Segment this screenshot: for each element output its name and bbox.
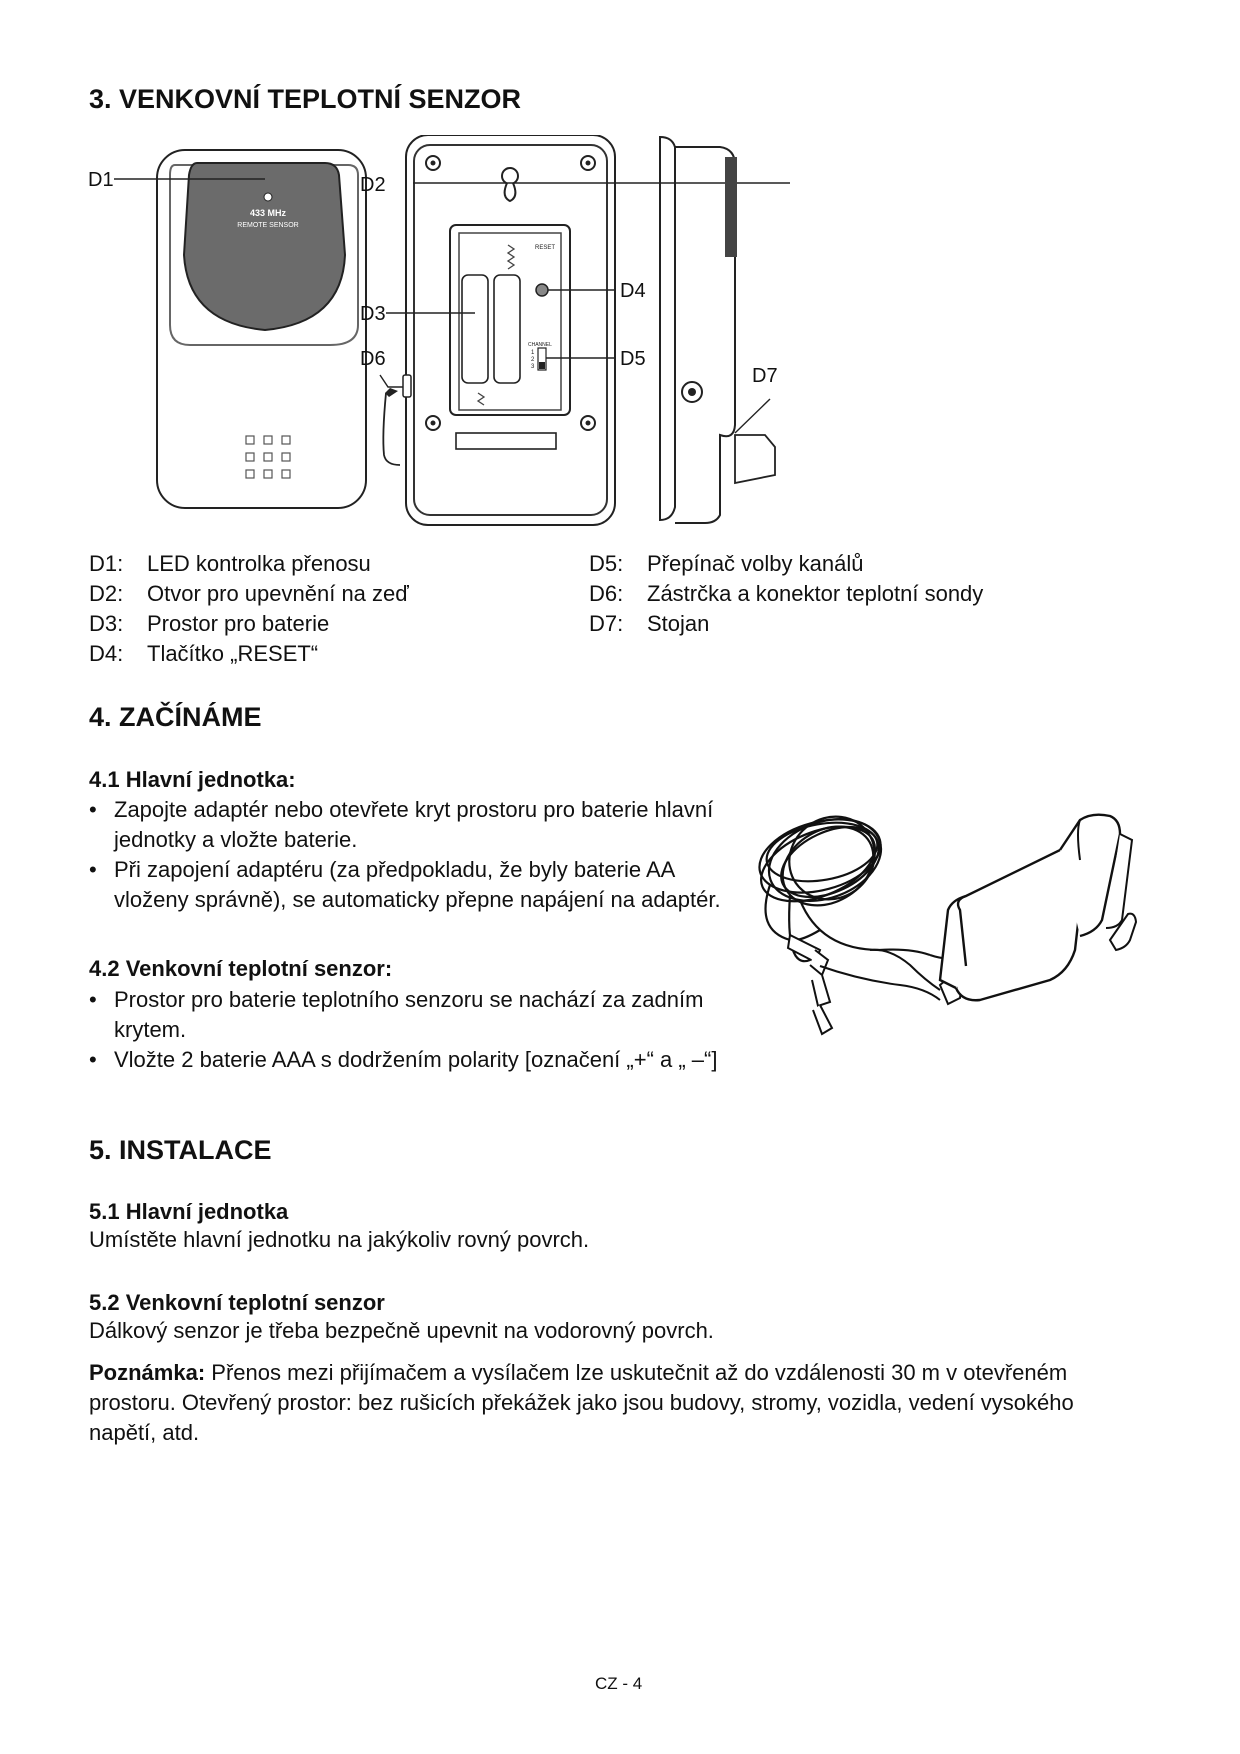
sensor-side-view xyxy=(660,137,778,523)
subsection-4-2-list xyxy=(89,985,729,1075)
front-text-433: 433 MHz xyxy=(249,208,287,218)
list-item: • Vložte 2 baterie AAA s dodržením polarity [označení „+“ a „ –“] xyxy=(89,1045,729,1075)
legend-item-d5 xyxy=(589,549,863,579)
note-paragraph xyxy=(89,1358,1089,1448)
list-item: • Prostor pro baterie teplotního senzoru se nachází za zadním krytem. xyxy=(89,985,729,1045)
subsection-5-2-text: Dálkový senzor je třeba bezpečně upevnit na vodorovný povrch. xyxy=(89,1318,714,1343)
legend-text: Přepínač volby kanálů xyxy=(647,551,864,576)
legend-code: D2: xyxy=(89,581,124,606)
legend-item-d7 xyxy=(589,609,709,639)
power-adapter-illustration xyxy=(730,790,1150,1090)
legend-text: Otvor pro upevnění na zeď xyxy=(147,581,409,606)
label-d6: D6 xyxy=(360,348,386,370)
subsection-4-1-list xyxy=(89,795,729,915)
subsection-4-2-title: 4.2 Venkovní teplotní senzor: xyxy=(89,956,393,981)
legend-code: D1: xyxy=(89,551,124,576)
label-d5: D5 xyxy=(620,348,646,370)
label-d4: D4 xyxy=(620,280,646,302)
channel-num-2: 2 xyxy=(531,357,535,363)
legend-code: D7: xyxy=(589,611,624,636)
channel-num-3: 3 xyxy=(531,364,535,370)
legend-code: D5: xyxy=(589,551,624,576)
page-number: CZ - 4 xyxy=(595,1674,643,1693)
legend-code: D3: xyxy=(89,611,124,636)
section-4-title: 4. ZAČÍNÁME xyxy=(89,702,262,732)
channel-num-1: 1 xyxy=(531,350,535,356)
legend-item-d3 xyxy=(89,609,329,639)
legend-code: D4: xyxy=(89,641,124,666)
legend-text: Prostor pro baterie xyxy=(147,611,330,636)
label-d1: D1 xyxy=(88,169,114,191)
channel-label: CHANNEL xyxy=(528,342,552,348)
subsection-5-2-title: 5.2 Venkovní teplotní senzor xyxy=(89,1290,385,1315)
subsection-4-1-title: 4.1 Hlavní jednotka: xyxy=(89,767,296,792)
sensor-front-view xyxy=(88,150,366,508)
subsection-5-1-text: Umístěte hlavní jednotku na jakýkoliv rovný povrch. xyxy=(89,1227,590,1252)
legend-item-d1 xyxy=(89,549,371,579)
label-d2: D2 xyxy=(360,174,386,196)
legend-code: D6: xyxy=(589,581,624,606)
legend-item-d6 xyxy=(589,579,983,609)
list-item: • Při zapojení adaptéru (za předpokladu, že byly baterie AA vloženy správně), se automaticky přepne napájení na adaptér. xyxy=(89,855,729,915)
section-5-title: 5. INSTALACE xyxy=(89,1135,272,1165)
sensor-figure xyxy=(80,135,880,530)
legend-text: LED kontrolka přenosu xyxy=(147,551,371,576)
legend-text: Zástrčka a konektor teplotní sondy xyxy=(647,581,984,606)
note-text: Přenos mezi přijímačem a vysílačem lze uskutečnit až do vzdálenosti 30 m v otevřeném prostoru. Otevřený prostor: bez rušicích překážek jako jsou budovy, stromy, vozidla, vedení vysokého napětí, atd. xyxy=(89,1360,1074,1445)
section-3-title: 3. VENKOVNÍ TEPLOTNÍ SENZOR xyxy=(89,84,522,114)
label-d3: D3 xyxy=(360,303,386,325)
list-item: • Zapojte adaptér nebo otevřete kryt prostoru pro baterie hlavní jednotky a vložte baterie. xyxy=(89,795,729,855)
legend-text: Stojan xyxy=(647,611,710,636)
note-label: Poznámka: xyxy=(89,1360,206,1385)
legend-item-d4 xyxy=(89,639,318,669)
reset-label: RESET xyxy=(535,245,556,251)
subsection-5-1-title: 5.1 Hlavní jednotka xyxy=(89,1199,289,1224)
legend-text: Tlačítko „RESET“ xyxy=(147,641,319,666)
legend-item-d2 xyxy=(89,579,409,609)
front-text-remote: REMOTE SENSOR xyxy=(237,222,299,229)
label-d7: D7 xyxy=(752,365,778,387)
